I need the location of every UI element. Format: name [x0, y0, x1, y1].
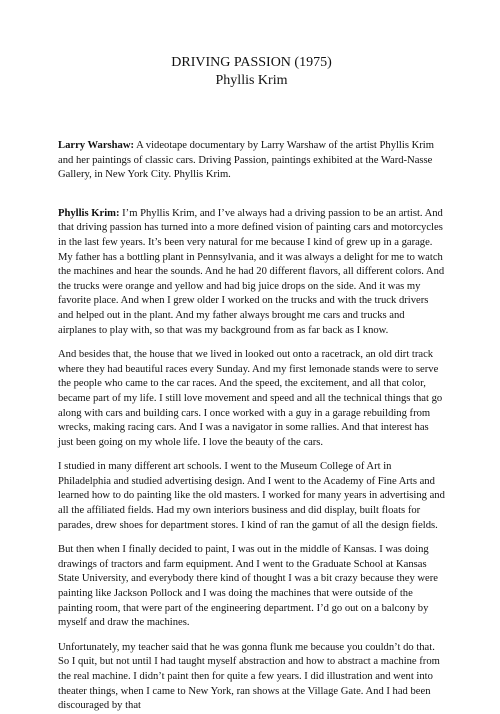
intro-paragraph: [58, 139, 445, 183]
paragraph-text: I’m Phyllis Krim, and I’ve always had a driving passion to be an artist. And that driving passion has turned into a more defined vision of painting cars and motorcycles in the last few years. It’s been very natural for me because I kind of grew up in a garage. My father has a bottling plant in Pennsylvania, and it was always a delight for me to watch the machines and hear the sounds. And he had 20 different flavors, all different colors. And the trucks were orange and yellow and had big juice drops on the side. And it was my favorite place. And when I grew older I worked on the trucks and with the truck drivers and helped out in the plant. And my father always brought me cars and trucks and airplanes to play with, so that was my background from as far back as I know.: [58, 207, 445, 336]
document-title: DRIVING PASSION (1975): [171, 55, 332, 70]
paragraph-4: But then when I finally decided to paint, I was out in the middle of Kansas. I was doing drawings of tractors and farm equipment. And I went to the Graduate School at Kansas State University, and everybody there kind of thought I was a bit crazy because they were painting like Jackson Pollock and I was doing the machines that were outside of the painting room, that were part of the engineering department. I’d go out on a balcony by myself and draw the machines.: [58, 544, 438, 629]
paragraph-2: And besides that, the house that we lived in looked out onto a racetrack, an old dirt track where they had beautiful races every Sunday. And my first lemonade stands were to serve the people who came to the car races. And the speed, the excitement, and all that color, became part of my life. I still love movement and speed and all the technical things that go along with cars and building cars. I once worked with a guy in a garage rebuilding from wrecks, making racing cars. And I was a navigator in some rallies. And that interest has just been going on my whole life. I love the beauty of the cars.: [58, 349, 443, 448]
paragraph-3: I studied in many different art schools. I went to the Museum College of Art in Philadelphia and studied advertising design. And I went to the Academy of Fine Arts and learned how to do painting like the old masters. I worked for many years in advertising and all the affiliated fields. Had my own interiors business and did display, built floats for parades, drew shoes for department stores. I kind of ran the gamut of all the design fields.: [58, 461, 445, 531]
paragraph-5: Unfortunately, my teacher said that he was gonna flunk me because you couldn’t do that. So I quit, but not until I had taught myself abstraction and how to abstract a machine from the real machine. I didn’t paint then for quite a few years. I did illustration and went into theater things, when I came to New York, ran shows at the Village Gate. And I had been discouraged by that: [58, 641, 440, 712]
speaker-name: Phyllis Krim:: [58, 207, 120, 219]
speaker-name: Larry Warshaw:: [58, 140, 135, 151]
paragraph-1: [58, 207, 445, 338]
document-author: Phyllis Krim: [215, 73, 288, 88]
paragraph-text: A videotape documentary by Larry Warshaw of the artist Phyllis Krim and her paintings of classic cars. Driving Passion, paintings exhibited at the Ward-Nasse Gallery, in New York City. Phyllis Krim.: [58, 140, 434, 181]
title-block: [58, 54, 445, 90]
